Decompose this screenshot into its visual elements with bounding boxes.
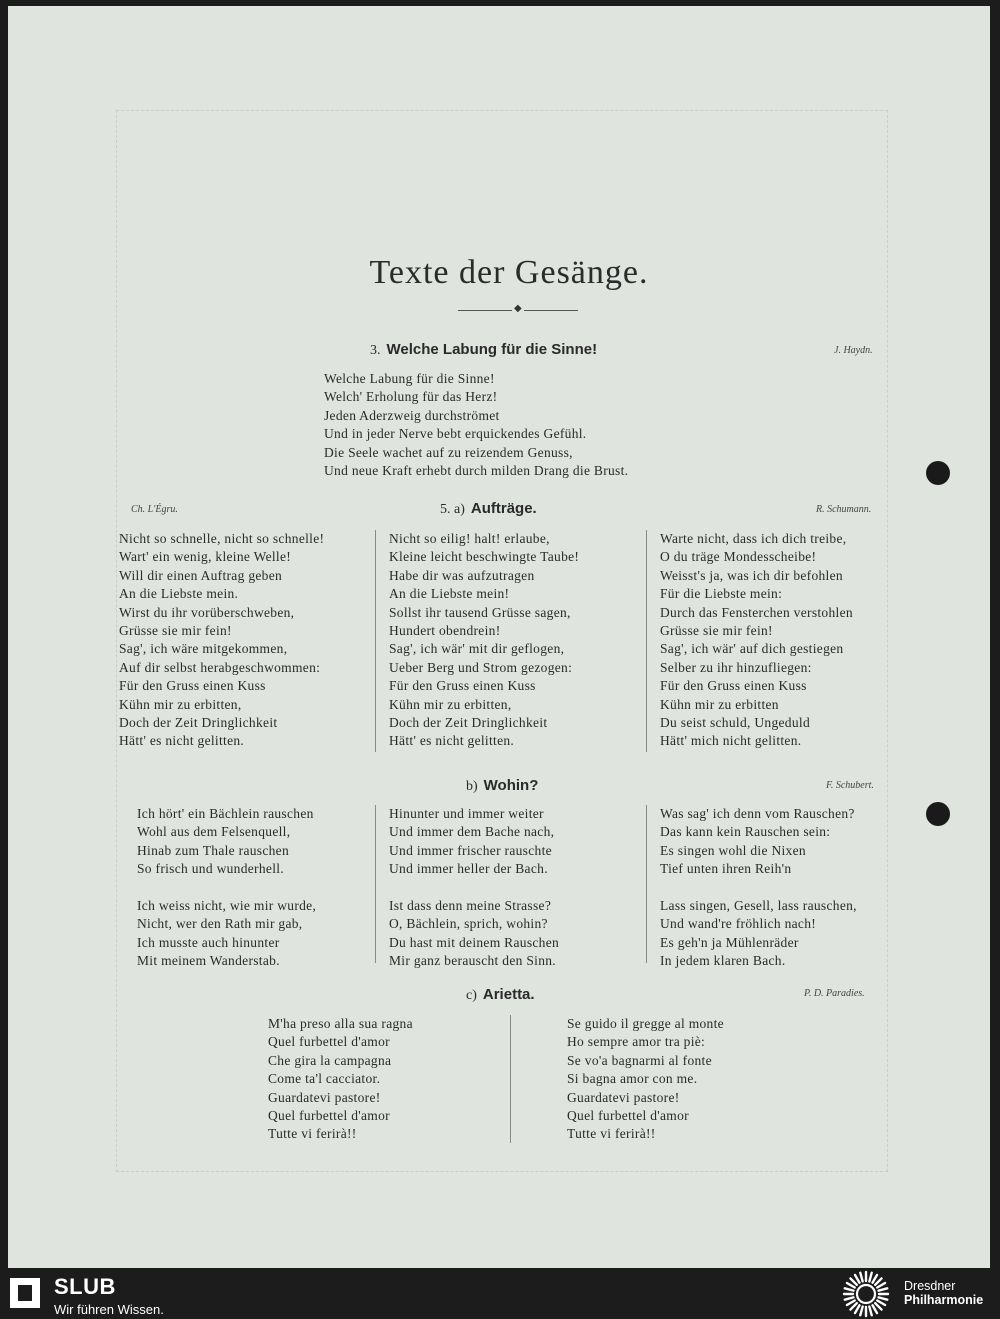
logo-ray (875, 1303, 881, 1309)
viewer-footer (0, 1268, 1000, 1319)
punch-hole (926, 802, 950, 826)
wohin-verse-3: Was sag' ich denn vom Rauschen? Das kann kein Rauschen sein: Es singen wohl die Nixen Tief unten ihren Reih'n Lass singen, Gesell, lass rauschen, Und wand're fröhlich nach! Es geh'n ja Mühlenräder In jedem klaren Bach. (660, 806, 857, 969)
arietta-verse-1: M'ha preso alla sua ragna Quel furbettel d'amor Che gira la campagna Come ta'l cacciator. Guardatevi pastore! Quel furbettel d'amor Tutte vi ferirà!! (268, 1016, 413, 1142)
philharmonie-name[interactable] (904, 1279, 983, 1307)
logo-ray (845, 1288, 854, 1290)
auftraege-verse-1: Nicht so schnelle, nicht so schnelle! Wart' ein wenig, kleine Welle! Will dir einen Auftrag geben An die Liebste mein. Wirst du ihr vorüberschweben, Grüsse sie mir fein! Sag', ich wäre mitgekommen, Auf dir selbst herabgeschwommen: Für den Gruss einen Kuss Kühn mir zu erbitten, Doch der Zeit Dringlichkeit Hätt' es nicht gelitten. (119, 531, 325, 749)
logo-ray (869, 1307, 871, 1316)
auftraege-verse-2: Nicht so eilig! halt! erlaube, Kleine leicht beschwingte Taube! Habe dir was aufzutragen An die Liebste mein! Sollst ihr tausend Grüsse sagen, Hundert obendrein! Sag', ich wär' mit dir geflogen, Ueber Berg und Strom gezogen: Für den Gruss einen Kuss Kühn mir zu erbitten, Doch der Zeit Dringlichkeit Hätt' es nicht gelitten. (389, 531, 580, 749)
wohin-heading: Wohin? (483, 777, 539, 794)
slub-logo-text[interactable]: SLUB (54, 1274, 116, 1299)
auftraege-composer: R. Schumann. (816, 504, 872, 515)
auftraege-number: 5. a) (440, 502, 465, 517)
auftraege-heading: Aufträge. (470, 500, 537, 517)
wohin-verse-2: Hinunter und immer weiter Und immer dem Bache nach, Und immer frischer rauschte Und immer heller der Bach. Ist dass denn meine Strasse? O, Bächlein, sprich, wohin? Du hast mit deinem Rauschen Mir ganz berauscht den Sinn. (389, 806, 560, 969)
logo-ray (845, 1297, 854, 1299)
logo-ray (877, 1301, 885, 1306)
logo-ray (850, 1278, 856, 1284)
wohin-heading-line (466, 777, 538, 795)
logo-ray (875, 1278, 881, 1284)
haydn-heading-line (370, 341, 597, 359)
punch-hole (926, 461, 950, 485)
wohin-number: b) (466, 779, 478, 794)
page-title: Texte der Gesänge. (369, 254, 649, 291)
document-page (8, 6, 990, 1268)
arietta-heading-line (466, 986, 535, 1004)
auftraege-verse-3: Warte nicht, dass ich dich treibe, O du träge Mondesscheibe! Weisst's ja, was ich dir befohlen Für die Liebste mein: Durch das Fensterchen verstohlen Grüsse sie mir fein! Sag', ich wär' auf dich gestiegen Selber zu ihr hinzufliegen: Für den Gruss einen Kuss Kühn mir zu erbitten Du seist schuld, Ungeduld Hätt' mich nicht gelitten. (660, 531, 853, 749)
logo-ray (879, 1297, 888, 1299)
logo-ray (847, 1283, 855, 1288)
haydn-number: 3. (370, 343, 381, 358)
arietta-composer: P. D. Paradies. (804, 988, 865, 999)
slub-logo-icon[interactable] (10, 1278, 40, 1308)
logo-ray (879, 1288, 888, 1290)
auftraege-poet: Ch. L'Égru. (131, 504, 178, 515)
slub-tagline: Wir führen Wissen. (54, 1302, 164, 1317)
arietta-heading: Arietta. (482, 986, 535, 1003)
philharmonie-line-2: Philharmonie (904, 1293, 984, 1307)
logo-ray (873, 1275, 878, 1283)
column-divider (646, 805, 647, 963)
haydn-heading: Welche Labung für die Sinne! (386, 341, 598, 358)
haydn-verse: Welche Labung für die Sinne! Welch' Erholung für das Herz! Jeden Aderzweig durchströmet Und in jeder Nerve bebt erquickendes Gefühl. Die Seele wachet auf zu reizendem Genuss, Und neue Kraft erhebt durch milden Drang die Brust. (324, 371, 629, 479)
column-divider (375, 530, 376, 752)
logo-ray (847, 1301, 855, 1306)
arietta-number: c) (466, 988, 477, 1003)
logo-ray (877, 1283, 885, 1288)
auftraege-heading-line (440, 500, 537, 518)
logo-ray (855, 1305, 860, 1313)
column-divider (510, 1015, 511, 1143)
wohin-composer: F. Schubert. (826, 780, 874, 791)
philharmonie-line-1: Dresdner (904, 1279, 956, 1293)
logo-ray (850, 1303, 856, 1309)
logo-ray (873, 1305, 878, 1313)
logo-ray (860, 1273, 862, 1282)
logo-ray (860, 1307, 862, 1316)
title-ornament (458, 306, 578, 316)
arietta-verse-2: Se guido il gregge al monte Ho sempre amor tra piè: Se vo'a bagnarmi al fonte Si bagna amor con me. Guardatevi pastore! Quel furbettel d'amor Tutte vi ferirà!! (567, 1016, 724, 1142)
column-divider (646, 530, 647, 752)
wohin-verse-1: Ich hört' ein Bächlein rauschen Wohl aus dem Felsenquell, Hinab zum Thale rauschen So frisch und wunderhell. Ich weiss nicht, wie mir wurde, Nicht, wer den Rath mir gab, Ich musste auch hinunter Mit meinem Wanderstab. (137, 806, 317, 969)
logo-ray (869, 1273, 871, 1282)
haydn-composer: J. Haydn. (834, 345, 873, 356)
logo-ray (855, 1275, 860, 1283)
philharmonie-logo-icon[interactable] (842, 1270, 890, 1318)
column-divider (375, 805, 376, 963)
